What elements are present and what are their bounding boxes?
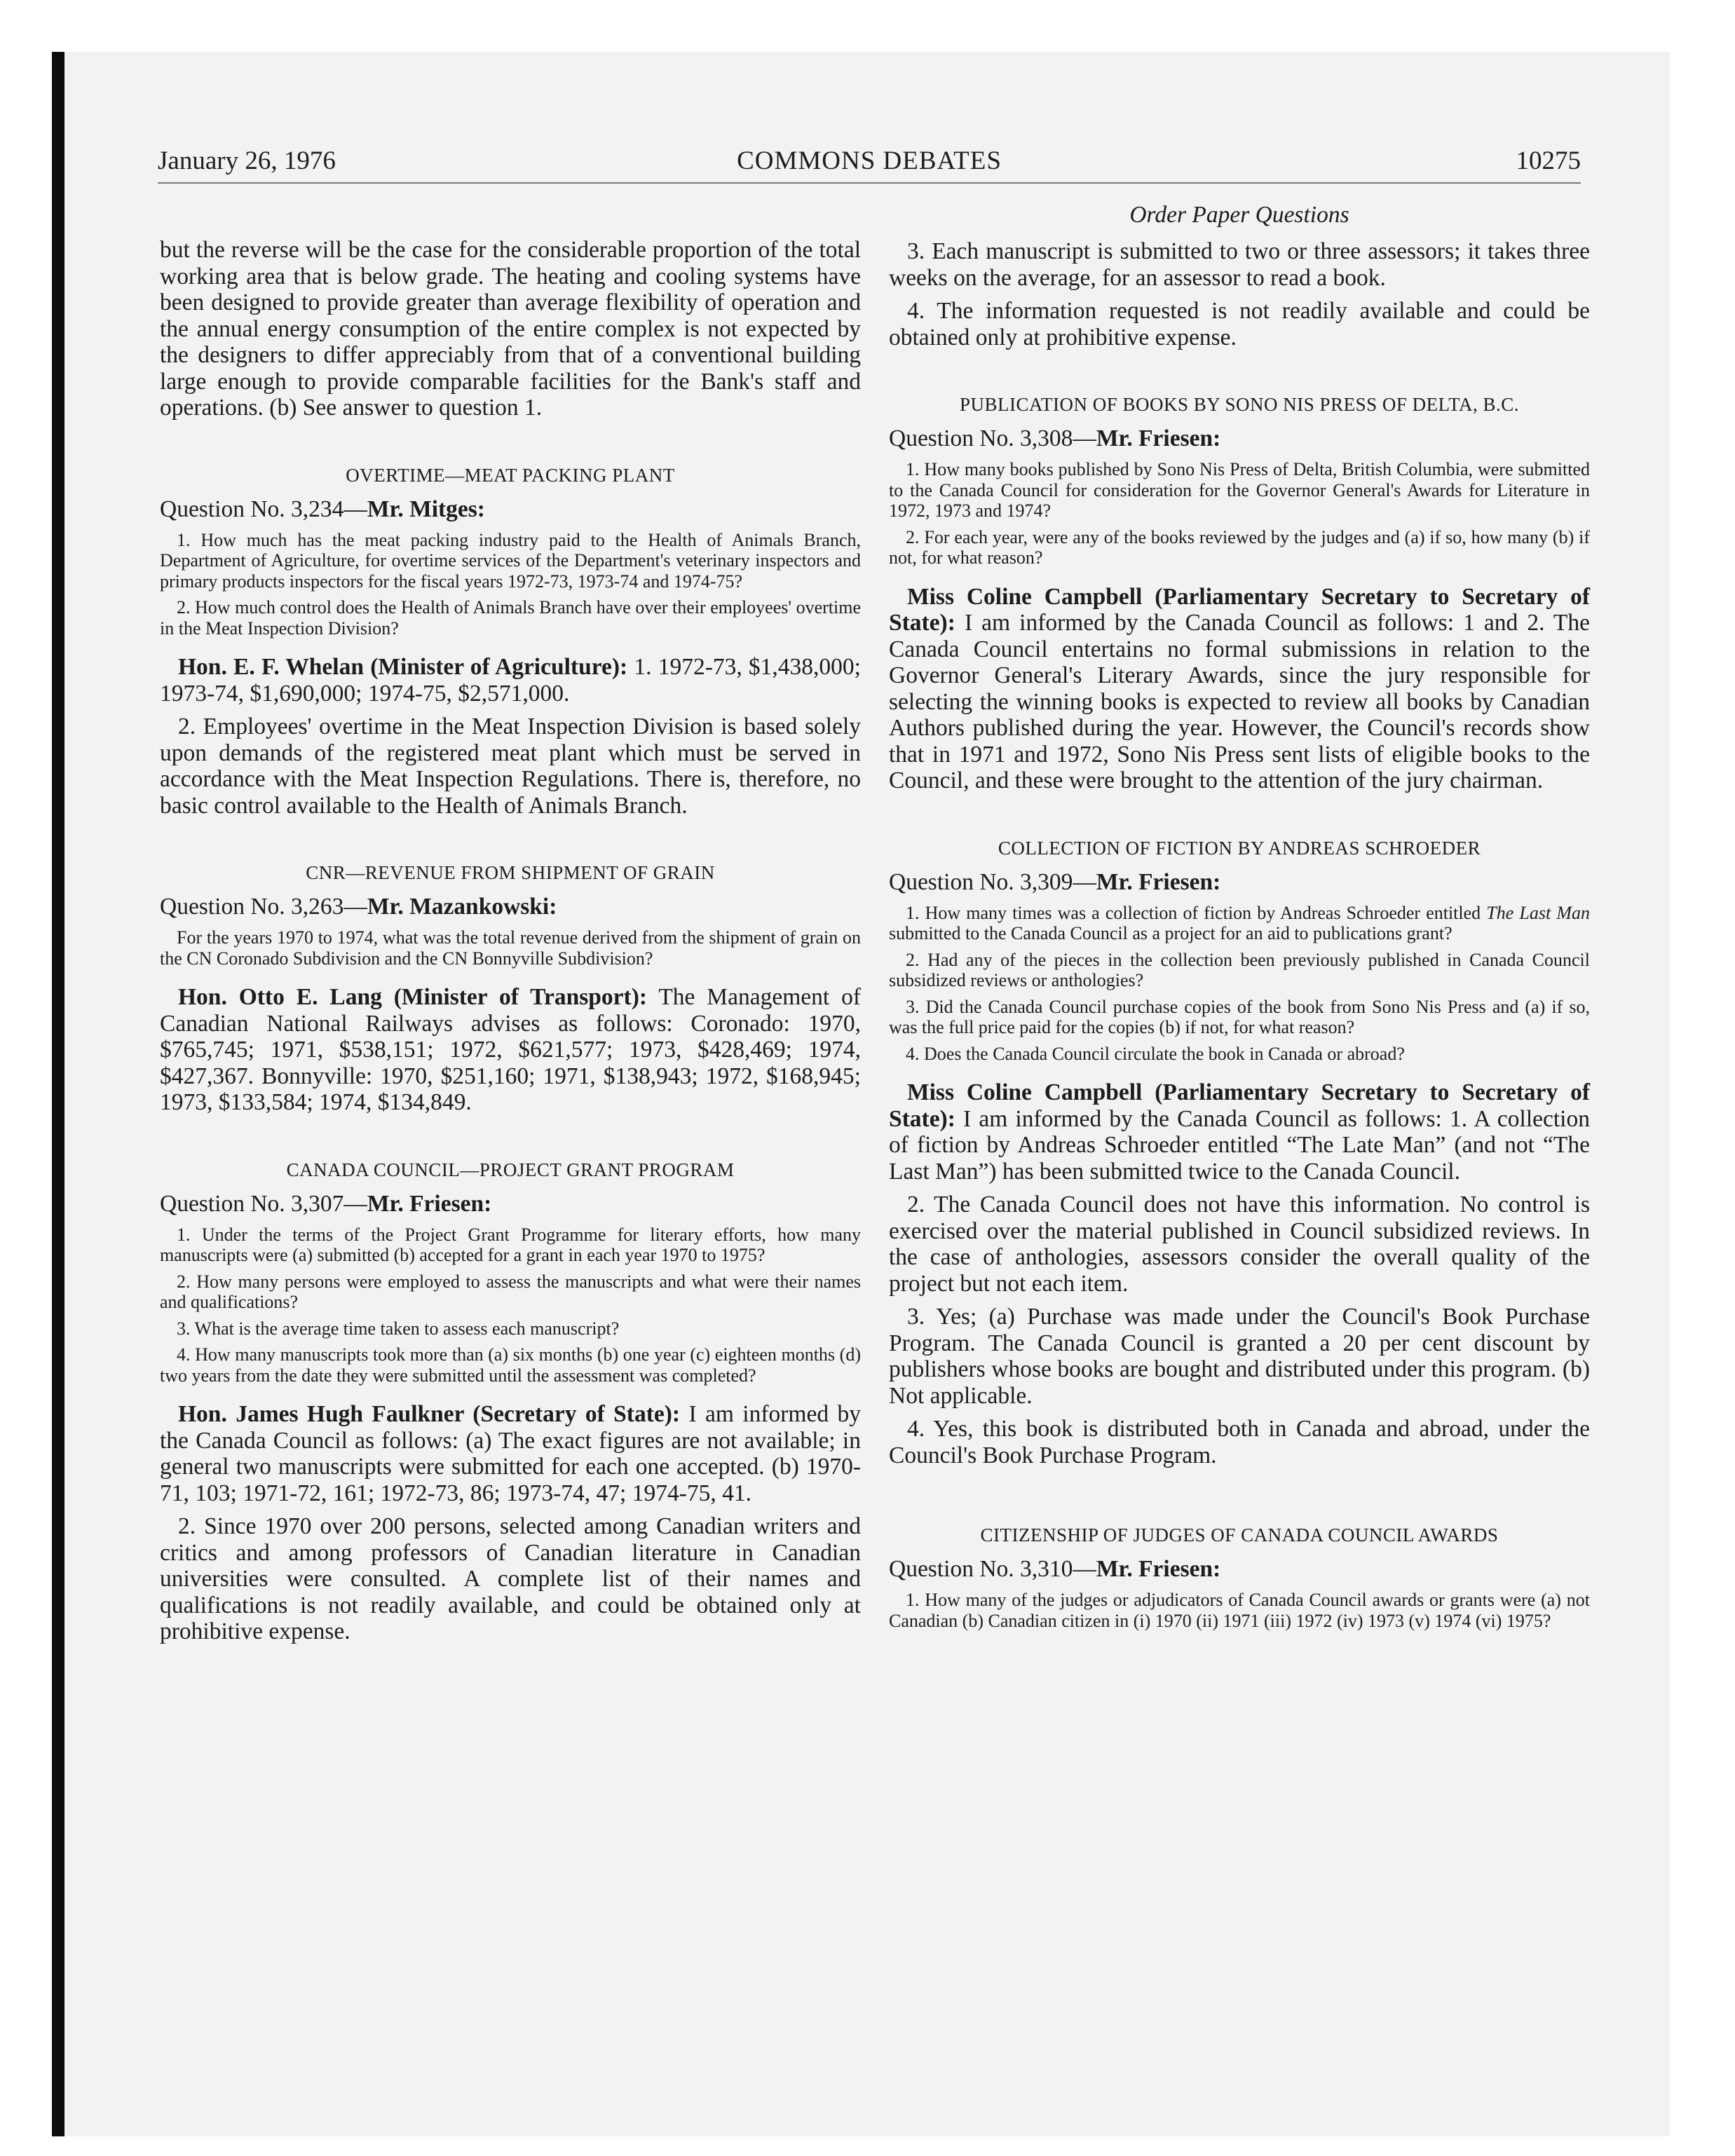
question-member: Mr. Mitges: (367, 496, 485, 522)
answer-speaker: Hon. E. F. Whelan (Minister of Agriculture): (178, 654, 628, 680)
section-heading: OVERTIME—MEAT PACKING PLANT (346, 464, 675, 486)
answer-speaker: Hon. James Hugh Faulkner (Secretary of State): (178, 1401, 681, 1427)
answer-paragraph: 3. Yes; (a) Purchase was made under the Council's Book Purchase Program. The Canada Council is granted a 20 per cent discount by publishers whose books are bought and distributed under this program. (b) Not applicable. (889, 1304, 1590, 1409)
question-item (889, 903, 1590, 944)
answer-text: I am informed by the Canada Council as follows: 1. A collection of fiction by Andreas Schroeder entitled “The Late Man” (and not “The Last Man”) has been submitted twice to the Canada Council. (889, 1105, 1590, 1185)
header-date: January 26, 1976 (158, 146, 336, 175)
question-line (889, 1556, 1590, 1583)
answer-paragraph: 3. Each manuscript is submitted to two or three assessors; it takes three weeks on the average, for an assessor to read a book. (889, 238, 1590, 291)
section-overtime-meat-packing (160, 465, 861, 819)
answer-text: 1. 1972-73, $1,438,000; 1973-74, $1,690,000; 1974-75, $2,571,000. (160, 654, 861, 707)
section-sono-nis-press (889, 394, 1590, 794)
answer-text: I am informed by the Canada Council as follows: (a) The exact figures are not available; in general two manuscripts were submitted for each one accepted. (b) 1970-71, 103; 1971-72, 161; 1972-73, 86; 1973-74, 47; 1974-75, 41. (160, 1401, 861, 1506)
answer-speaker: Hon. Otto E. Lang (Minister of Transport): (178, 984, 648, 1010)
question-item: 2. For each year, were any of the books reviewed by the judges and (a) if so, how many (b) if not, for what reason? (889, 526, 1590, 568)
continuation-paragraph: but the reverse will be the case for the considerable proportion of the total working area that is below grade. The heating and cooling systems have been designed to provide greater than average flexibility of operation and the annual energy consumption of the entire complex is not expected by the designers to differ appreciably from that of a conventional building large enough to provide comparable facilities for the Bank's staff and operations. (b) See answer to question 1. (160, 237, 861, 421)
answer-paragraph (160, 1401, 861, 1506)
question-text: submitted to the Canada Council as a project for an aid to publications grant? (889, 923, 1452, 943)
question-text: 1. How many times was a collection of fiction by Andreas Schroeder entitled (906, 902, 1487, 923)
question-number: Question No. 3,308— (889, 425, 1096, 451)
answer-paragraph: 4. The information requested is not readily available and could be obtained only at prohibitive expense. (889, 298, 1590, 350)
book-title: The Last Man (1486, 902, 1590, 923)
section-cnr-revenue-grain (160, 862, 861, 1116)
right-column (889, 202, 1590, 1637)
question-line (160, 894, 861, 920)
answer-text: The Management of Canadian National Railways advises as follows: Coronado: 1970, $765,745; 1971, $538,151; 1972, $621,577; 1973, $428,469; 1974, $427,367. Bonnyville: 1970, $251,160; 1971, $138,943; 1972, $168,945; 1973, $133,584; 1974, $134,849. (160, 984, 861, 1115)
question-line (889, 869, 1590, 896)
question-line (160, 1191, 861, 1217)
question-item: 4. How many manuscripts took more than (a) six months (b) one year (c) eighteen months (d) two years from the date they were submitted until the assessment was completed? (160, 1344, 861, 1386)
section-fiction-schroeder (889, 838, 1590, 1469)
scan-edge-bar (52, 52, 64, 2136)
header-page-number: 10275 (1516, 146, 1581, 175)
section-heading: CNR—REVENUE FROM SHIPMENT OF GRAIN (306, 862, 715, 883)
question-member: Mr. Mazankowski: (367, 894, 557, 920)
question-item: 3. What is the average time taken to assess each manuscript? (177, 1318, 620, 1339)
answer-paragraph: 4. Yes, this book is distributed both in Canada and abroad, under the Council's Book Purchase Program. (889, 1416, 1590, 1468)
question-number: Question No. 3,234— (160, 496, 367, 522)
answer-paragraph: 2. Since 1970 over 200 persons, selected among Canadian writers and critics and among professors of Canadian literature in Canadian universities were consulted. A complete list of their names and qualifications is not readily available, and could be obtained only at prohibitive expense. (160, 1513, 861, 1644)
section-heading: CANADA COUNCIL—PROJECT GRANT PROGRAM (286, 1159, 735, 1180)
answer-paragraph (160, 984, 861, 1116)
running-head (158, 146, 1581, 184)
question-member: Mr. Friesen: (1096, 868, 1221, 895)
question-item: 2. How much control does the Health of Animals Branch have over their employees' overtime in the Meat Inspection Division? (160, 597, 861, 639)
question-line (160, 496, 861, 523)
section-heading: COLLECTION OF FICTION BY ANDREAS SCHROEDER (998, 837, 1481, 859)
question-item: 1. Under the terms of the Project Grant Programme for literary efforts, how many manuscripts were (a) submitted (b) accepted for a grant in each year 1970 to 1975? (160, 1224, 861, 1265)
question-item: 4. Does the Canada Council circulate the book in Canada or abroad? (906, 1043, 1405, 1064)
question-item: 1. How many books published by Sono Nis Press of Delta, British Columbia, were submitted to the Canada Council for consideration for the Governor General's Awards for Literature in 1972, 1973 and 1974? (889, 459, 1590, 521)
question-item: 1. How much has the meat packing industry paid to the Health of Animals Branch, Department of Agriculture, for overtime services of the Department's veterinary inspectors and primary products inspectors for the fiscal years 1972-73, 1973-74 and 1974-75? (160, 529, 861, 592)
answer-paragraph (889, 584, 1590, 794)
answer-paragraph (889, 1079, 1590, 1185)
answer-speaker: Miss Coline Campbell (Parliamentary Secretary to Secretary of State): (889, 1079, 1590, 1132)
answer-paragraph (160, 654, 861, 707)
question-item: 2. Had any of the pieces in the collection been previously published in Canada Council subsidized reviews or anthologies? (889, 949, 1590, 990)
header-journal-title: COMMONS DEBATES (737, 146, 1002, 175)
question-number: Question No. 3,307— (160, 1190, 367, 1217)
left-column (160, 202, 861, 1652)
question-number: Question No. 3,310— (889, 1556, 1096, 1582)
question-item: For the years 1970 to 1974, what was the total revenue derived from the shipment of grain on the CN Coronado Subdivision and the CN Bonnyville Subdivision? (160, 927, 861, 969)
question-member: Mr. Friesen: (367, 1190, 492, 1217)
question-member: Mr. Friesen: (1096, 425, 1221, 451)
answer-text: I am informed by the Canada Council as follows: 1 and 2. The Canada Council entertains no formal submissions in relation to the Governor General's Literary Awards, since the jury responsible for selecting the winning books is expected to review all books by Canadian Authors published during the year. However, the Council's records show that in 1971 and 1972, Sono Nis Press sent lists of eligible books to the Council, and these were brought to the attention of the jury chairman. (889, 610, 1590, 793)
answer-paragraph: 2. Employees' overtime in the Meat Inspection Division is based solely upon demands of the registered meat plant which must be served in accordance with the Meat Inspection Regulations. There is, therefore, no basic control available to the Health of Animals Branch. (160, 714, 861, 819)
answer-speaker: Miss Coline Campbell (Parliamentary Secretary to Secretary of State): (889, 583, 1590, 636)
question-number: Question No. 3,309— (889, 868, 1096, 895)
question-number: Question No. 3,263— (160, 894, 367, 920)
section-canada-council-project-grant (160, 1159, 861, 1645)
column-subtitle: Order Paper Questions (1129, 202, 1349, 228)
section-heading: CITIZENSHIP OF JUDGES OF CANADA COUNCIL AWARDS (980, 1524, 1499, 1546)
section-citizenship-judges (889, 1524, 1590, 1631)
question-item: 3. Did the Canada Council purchase copies of the book from Sono Nis Press and (a) if so, was the full price paid for the copies (b) if not, for what reason? (889, 996, 1590, 1037)
answer-paragraph: 2. The Canada Council does not have this information. No control is exercised over the material published in Council subsidized reviews. In the case of anthologies, assessors consider the overall quality of the project but not each item. (889, 1192, 1590, 1297)
question-item: 1. How many of the judges or adjudicators of Canada Council awards or grants were (a) not Canadian (b) Canadian citizen in (i) 1970 (ii) 1971 (iii) 1972 (iv) 1973 (v) 1974 (vi) 1975? (889, 1590, 1590, 1631)
section-heading: PUBLICATION OF BOOKS BY SONO NIS PRESS OF DELTA, B.C. (960, 394, 1519, 415)
question-line (889, 425, 1590, 452)
question-item: 2. How many persons were employed to assess the manuscripts and what were their names and qualifications? (160, 1271, 861, 1312)
question-member: Mr. Friesen: (1096, 1556, 1221, 1582)
